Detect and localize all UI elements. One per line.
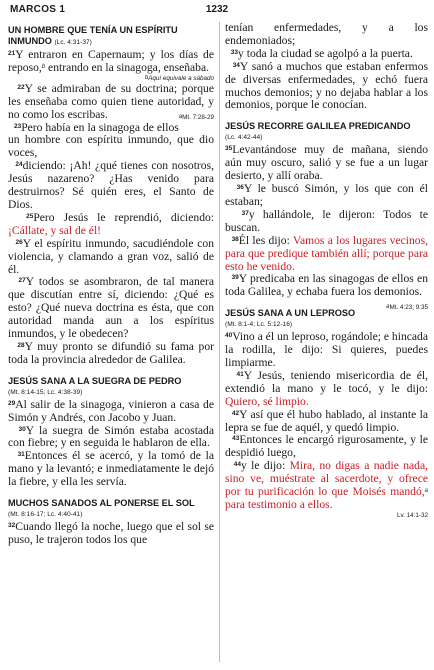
cross-reference: $^a$Mt. 7:28-29 xyxy=(178,113,214,121)
footnote-note: $^b$Aquí equivale a sábado xyxy=(144,74,214,82)
section-reference: (Mt. 8:14-15; Lc. 4:38-39) xyxy=(8,388,83,396)
section-reference: (Lc. 4:31-37) xyxy=(54,39,92,46)
section-heading: JESÚS SANA A UN LEPROSO xyxy=(225,308,356,319)
verse-21: $^{21}$Y entraron en Capernaum; y los días de reposo,$^b$ entrando en la sinagoga, enseñaba. xyxy=(8,48,214,74)
page-header xyxy=(10,4,424,18)
verse-39: $^{39}$Y predicaba en las sinagogas de ellos en toda Galilea, y echaba fuera los demonios. $^a$Mt. 4:23; 9:35 xyxy=(225,273,428,299)
verse-32: $^{32}$Cuando llegó la noche, luego que el sol se puso, le trajeron todos los que xyxy=(8,520,214,546)
verse-44: $^{44}$y le dijo: Mira, no digas a nadie nada, sino ve, muéstrate al sacerdote, y ofrece por tu purificación lo que Moisés mandó,$^a$ para testimonio a ellos. xyxy=(225,459,428,511)
section-reference: (Mt. 8:16-17; Lc. 4:40-41) xyxy=(8,511,83,519)
column-divider xyxy=(219,22,220,662)
verse-27: $^{27}$Y todos se asombraron, de tal manera que discutían entre sí, diciendo: ¿Qué es esto? ¿Qué nueva doctrina es ésta, que con autoridad manda aun a los espíritus inmundos, y le obedecen? xyxy=(8,275,214,341)
verse-41: $^{41}$Y Jesús, teniendo misericordia de él, extendió la mano y le tocó, y le dijo: Quiero, sé limpio. xyxy=(225,368,428,408)
section-reference: (Lc. 4:42-44) xyxy=(225,134,263,142)
verse-23: $^{23}$Pero había en la sinagoga de ellos un hombre con espíritu inmundo, que dio voces, xyxy=(8,120,214,160)
verse-35: $^{35}$Levantándose muy de mañana, siendo aún muy oscuro, salió y se fue a un lugar desierto, y allí oraba. xyxy=(225,143,428,183)
left-column xyxy=(8,22,214,664)
words-of-jesus: Mira, no digas a nadie nada, sino ve, muéstrate al sacerdote, y ofrece por tu purificación lo que Moisés mandó, xyxy=(225,459,428,499)
section-heading: MUCHOS SANADOS AL PONERSE EL SOL xyxy=(8,498,195,509)
verse-29: $^{29}$Al salir de la sinagoga, vinieron a casa de Simón y Andrés, con Jacobo y Juan. xyxy=(8,397,214,424)
verse-22: $^{22}$Y se admiraban de su doctrina; porque les enseñaba como quien tiene autoridad, y no como los escribas. $^a$Mt. 7:28-29 xyxy=(8,83,214,122)
verse-30: $^{30}$Y la suegra de Simón estaba acostada con fiebre; y en seguida le hablaron de ella. xyxy=(8,423,214,450)
section-heading: UN HOMBRE QUE TENÍA UN ESPÍRITU INMUNDO (Lc. 4:31-37) xyxy=(8,25,178,46)
verse-33: $^{33}$y toda la ciudad se agolpó a la puerta. xyxy=(230,46,413,60)
words-of-jesus: Quiero, sé limpio. xyxy=(225,394,309,408)
page-number: 1232 xyxy=(205,4,229,15)
words-of-jesus: ¡Cállate, y sal de él! xyxy=(8,223,102,237)
verse-24: $^{24}$diciendo: ¡Ah! ¿qué tienes con nosotros, Jesús nazareno? ¿Has venido para destruirnos? Sé quién eres, el Santo de Dios. xyxy=(8,159,214,211)
verse-32-continued: tenían enfermedades, y a los endemoniados; xyxy=(225,22,428,47)
verse-34: $^{34}$Y sanó a muchos que estaban enfermos de diversas enfermedades, y echó fuera muchos demonios; y no dejaba hablar a los demonios, porque le conocían. xyxy=(225,59,428,112)
cross-reference: Lv. 14:1-32 xyxy=(396,511,428,519)
right-column xyxy=(225,22,428,664)
section-reference: (Mt. 8:1-4; Lc. 5:12-16) xyxy=(225,321,293,329)
book-chapter-label: MARCOS 1 xyxy=(10,4,66,15)
words-of-jesus: para testimonio a ellos. xyxy=(225,498,333,511)
verse-37: $^{37}$y hallándole, le dijeron: Todos te buscan. xyxy=(225,207,428,234)
verse-28: $^{28}$Y muy pronto se difundió su fama por toda la provincia alrededor de Galilea. xyxy=(8,339,214,366)
verse-38: $^{38}$Él les dijo: Vamos a los lugares vecinos, para que predique también allí; porque para esto he venido. xyxy=(225,233,428,273)
verse-25: $^{25}$Pero Jesús le reprendió, diciendo: ¡Cállate, y sal de él! xyxy=(8,210,214,237)
section-heading: JESÚS RECORRE GALILEA PREDICANDO xyxy=(225,121,411,132)
verse-40: $^{40}$Vino a él un leproso, rogándole; e hincada la rodilla, le dijo: Si quieres, puedes limpiarme. xyxy=(225,330,428,370)
verse-36: $^{36}$Y le buscó Simón, y los que con él estaban; xyxy=(225,182,428,208)
cross-reference: $^a$Mt. 4:23; 9:35 xyxy=(386,304,428,312)
verse-42: $^{42}$Y así que él hubo hablado, al instante la lepra se fue de aquél, y quedó limpio. xyxy=(225,407,428,434)
verse-43: $^{43}$Entonces le encargó rigurosamente, y le despidió luego, xyxy=(225,433,428,460)
verse-26: $^{26}$Y el espíritu inmundo, sacudiéndole con violencia, y clamando a gran voz, salió de él. xyxy=(8,236,214,276)
section-heading: JESÚS SANA A LA SUEGRA DE PEDRO xyxy=(8,375,182,386)
words-of-jesus: Vamos a los lugares vecinos, para que predique también allí; porque para esto he venido. xyxy=(225,233,428,273)
verse-31: $^{31}$Entonces él se acercó, y la tomó de la mano y la levantó; e inmediatamente le dejó la fiebre, y ella les servía. xyxy=(8,449,214,489)
